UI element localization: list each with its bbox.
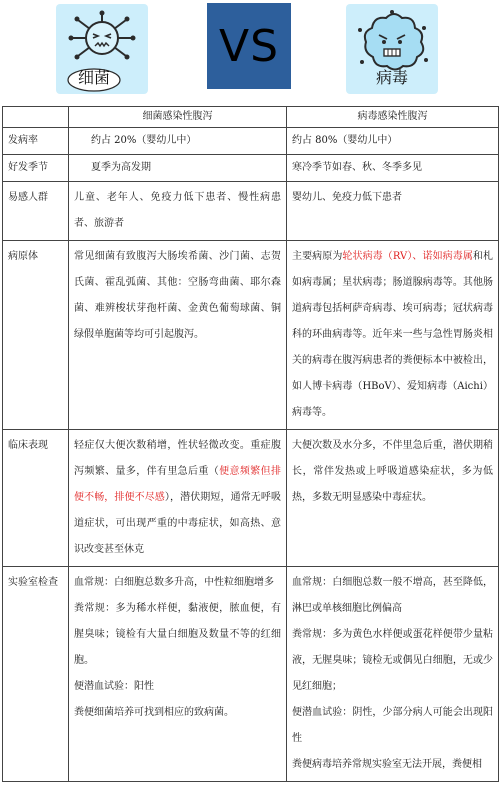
paragraph: 粪常规：多为稀水样便，黏液便，脓血便，有腥臭味；镜检有大量白细胞及数量不等的红细胞。: [74, 603, 281, 666]
vs-text: VS: [218, 20, 280, 72]
highlight-text: 、: [412, 251, 423, 262]
text-span: 和札如病毒属；星状病毒；肠道腺病毒等。其他肠道病毒包括柯萨奇病毒、埃可病毒；冠状病毒科的环曲病毒等。近年来一些与急性胃肠炎相关的病毒在腹泻病患者的粪便标本中被检出，如人博卡病毒（HBoV）、爱知病毒（Aichi）病毒等。: [292, 251, 494, 418]
table-cell: 儿童、老年人、免疫力低下患者、慢性病患者、旅游者: [69, 182, 287, 241]
row-label: 发病率: [3, 128, 69, 155]
header-illustrations: [0, 0, 500, 100]
comparison-table: [2, 106, 499, 782]
table-cell: [287, 241, 499, 430]
table-row: [3, 128, 499, 155]
table-cell: 约占 80%（婴幼儿中）: [287, 128, 499, 155]
table-cell: 常见细菌有致腹泻大肠埃希菌、沙门菌、志贺氏菌、霍乱弧菌、其他：空肠弯曲菌、耶尔森菌、难辨梭状芽孢杆菌、金黄色葡萄球菌、铜绿假单胞菌等均可引起腹泻。: [69, 241, 287, 430]
vs-badge: [207, 3, 291, 89]
row-label: 实验室检查: [3, 567, 69, 782]
table-header-cell: [3, 107, 69, 128]
virus-card: [346, 4, 438, 94]
table-row: [3, 182, 499, 241]
paragraph: 粪便细菌培养可找到相应的致病菌。: [74, 707, 234, 718]
text-span: 主要病原为: [292, 251, 343, 262]
paragraph: 粪常规：多为黄色水样便或蛋花样便带少量粘液，无腥臭味；镜检无或偶见白细胞，无或少见红细胞；: [292, 629, 493, 692]
row-label: 易感人群: [3, 182, 69, 241]
row-label: 临床表现: [3, 430, 69, 567]
table-cell: 大便次数及水分多，不伴里急后重，潜伏期稍长，常伴发热或上呼吸道感染症状，多为低热，多数无明显感染中毒症状。: [287, 430, 499, 567]
table-header-cell: 细菌感染性腹泻: [69, 107, 287, 128]
table-cell: 婴幼儿、免疫力低下患者: [287, 182, 499, 241]
table-cell: [287, 567, 499, 782]
paragraph: 便潜血试验：阳性: [74, 681, 154, 692]
table-row: [3, 241, 499, 430]
table-cell: 约占 20%（婴幼儿中）: [69, 128, 287, 155]
text-span: ），潜伏期短，通常无呼吸道症状，可出现严重的中毒症状，如高热、意识改变甚至休克: [74, 492, 282, 555]
table-row: [3, 430, 499, 567]
table-cell: [69, 430, 287, 567]
table-row: [3, 567, 499, 782]
table-cell: [69, 567, 287, 782]
row-label: 好发季节: [3, 155, 69, 182]
virus-label: 病毒: [375, 68, 408, 87]
paragraph: 血常规：白细胞总数一般不增高，甚至降低，淋巴或单核细胞比例偏高: [292, 577, 493, 614]
bacteria-label: 细菌: [77, 68, 110, 87]
table-header-row: [3, 107, 499, 128]
highlight-text: 诺如病毒属: [422, 251, 473, 262]
paragraph: 粪便病毒培养常规实验室无法开展，粪便相: [292, 759, 482, 770]
table-header-cell: 病毒感染性腹泻: [287, 107, 499, 128]
table-cell: 寒冷季节如春、秋、冬季多见: [287, 155, 499, 182]
row-label: 病原体: [3, 241, 69, 430]
bacteria-card: [56, 4, 148, 94]
table-row: [3, 155, 499, 182]
highlight-text: 便意频繁但排便不畅，排便不尽感: [74, 466, 282, 503]
highlight-text: 轮状病毒（RV）: [342, 251, 413, 262]
table-cell: 夏季为高发期: [69, 155, 287, 182]
paragraph: 血常规：白细胞总数多升高，中性粒细胞增多: [74, 577, 274, 588]
paragraph: 便潜血试验：阴性，少部分病人可能会出现阳性: [292, 707, 493, 744]
text-span: 轻症仅大便次数稍增，性状轻微改变。重症腹泻频繁、量多，伴有里急后重（: [74, 440, 281, 477]
